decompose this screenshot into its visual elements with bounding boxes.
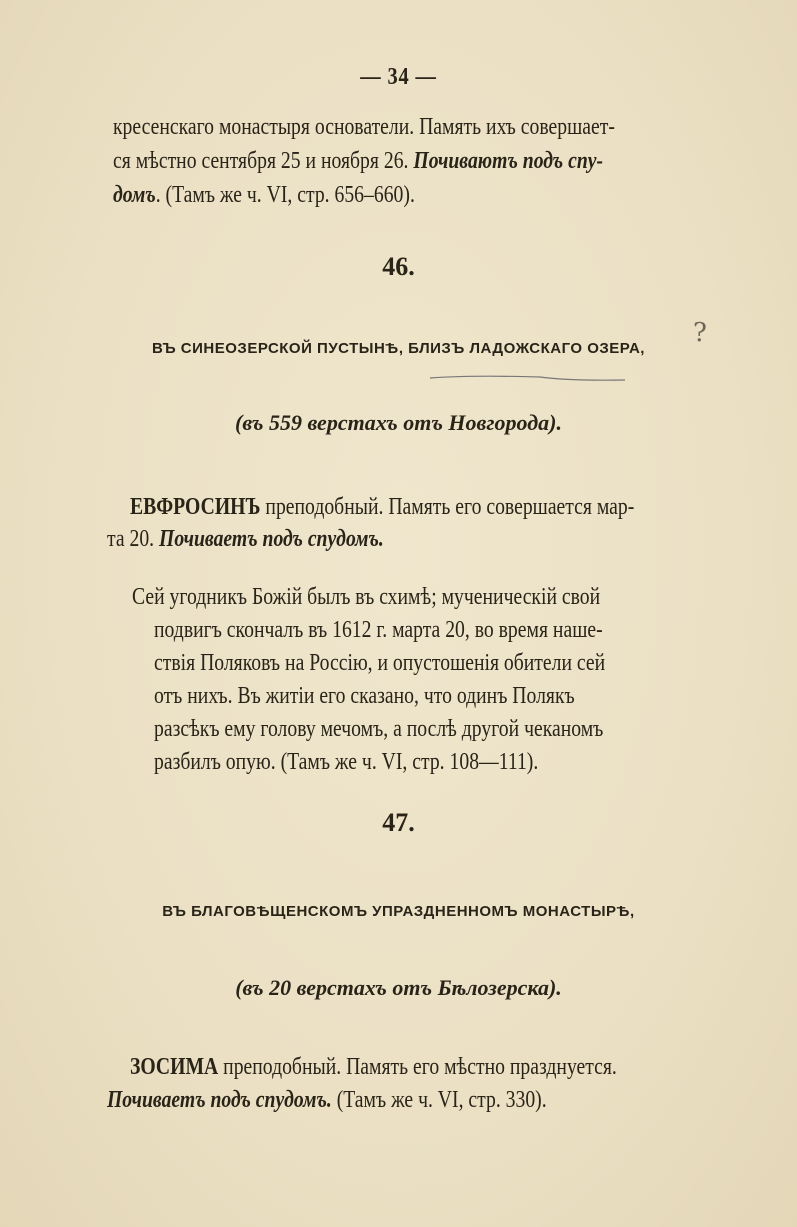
paragraph-line — [113, 178, 481, 212]
text-run: подвигъ скончалъ въ 1612 г. марта 20, во время наше- — [154, 617, 603, 643]
note-line — [154, 613, 701, 647]
text-run: ствія Поляковъ на Россію, и опустошенія обители сей — [154, 650, 606, 676]
italic-run: Почиваетъ подъ спудомъ. — [107, 1087, 332, 1113]
text-run: ся мѣстно сентября 25 и ноября 26. — [113, 148, 414, 174]
entry-line — [107, 1083, 643, 1117]
section-distance: (въ 20 верстахъ отъ Бѣлозерска). — [235, 975, 562, 1000]
margin-annotation: ? — [693, 318, 707, 348]
paragraph-line — [113, 144, 711, 178]
pencil-underline — [430, 375, 625, 383]
section-number: 46. — [382, 252, 415, 281]
text-run: та 20. — [107, 526, 160, 552]
paragraph-line — [113, 110, 725, 144]
section-number: 47. — [382, 808, 415, 837]
italic-run: Почиваетъ подъ спудомъ. — [159, 526, 384, 552]
entry-line — [130, 490, 745, 524]
italic-run: Почиваютъ подъ спу- — [413, 148, 604, 174]
text-run: (Тамъ же ч. VI, стр. 330). — [331, 1087, 547, 1113]
text-run: преподобный. Память его совершается мар- — [260, 494, 635, 520]
text-run: кресенскаго монастыря основатели. Память ихъ совершает- — [113, 114, 615, 140]
section-heading: ВЪ СИНЕОЗЕРСКОЙ ПУСТЫНѢ, БЛИЗЪ ЛАДОЖСКАГО ОЗЕРА, — [152, 340, 645, 357]
note-line — [154, 745, 623, 779]
note-line — [154, 712, 702, 746]
entry-line — [107, 522, 445, 556]
italic-run: домъ — [113, 182, 156, 208]
page-number: — 34 — — [360, 64, 437, 90]
text-run: разбилъ опую. (Тамъ же ч. VI, стр. 108—111). — [154, 749, 539, 775]
section-heading: ВЪ БЛАГОВѢЩЕНСКОМЪ УПРАЗДНЕННОМЪ МОНАСТЫРѢ, — [162, 903, 635, 920]
entry-line — [130, 1050, 724, 1084]
text-run: разсѣкъ ему голову мечомъ, а послѣ другой чеканомъ — [154, 716, 604, 742]
note-line — [154, 679, 667, 713]
text-run: отъ нихъ. Въ житіи его сказано, что одинъ Полякъ — [154, 683, 575, 709]
text-run: преподобный. Память его мѣстно празднуется. — [218, 1054, 617, 1080]
saint-name: ЗОСИМА — [130, 1054, 219, 1080]
section-distance: (въ 559 верстахъ отъ Новгорода). — [235, 410, 562, 435]
text-run: . (Тамъ же ч. VI, стр. 656–660). — [155, 182, 415, 208]
note-line — [132, 580, 703, 614]
saint-name: ЕВФРОСИНЪ — [130, 494, 261, 520]
text-run: Сей угодникъ Божій былъ въ схимѣ; мученическій свой — [132, 584, 601, 610]
note-line — [154, 646, 704, 680]
